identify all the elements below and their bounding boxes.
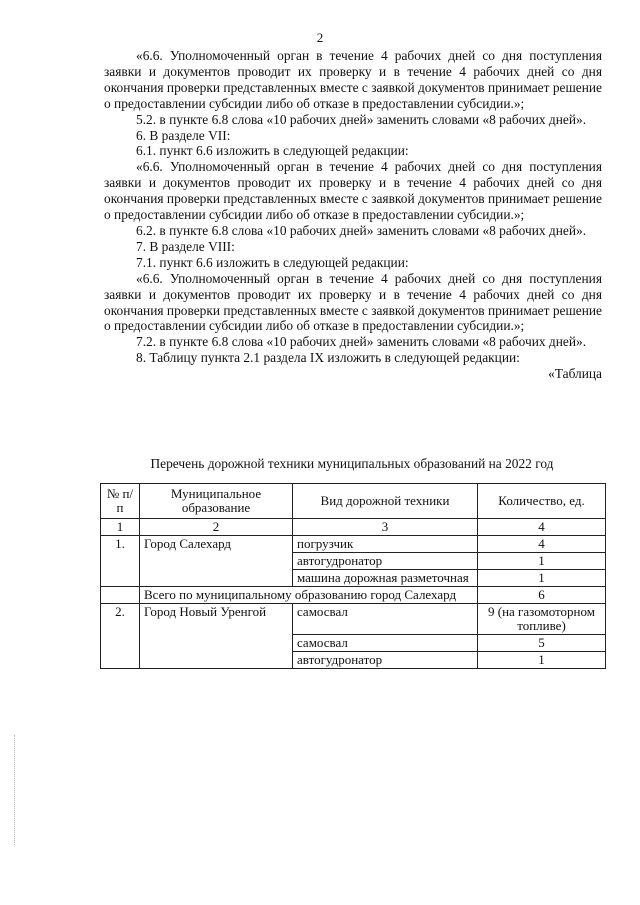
table-cell: 2 <box>140 519 293 536</box>
paragraph: 7.1. пункт 6.6 изложить в следующей редакции: <box>136 254 409 270</box>
table-cell: Город Салехард <box>140 536 293 587</box>
table-cell <box>101 587 140 604</box>
paragraph: 5.2. в пункте 6.8 слова «10 рабочих дней» заменить словами «8 рабочих дней». <box>136 111 587 127</box>
table-numbering-row <box>101 519 606 536</box>
paragraph: 6. В разделе VII: <box>136 127 231 143</box>
table-cell: 4 <box>478 519 606 536</box>
table-cell: автогудронатор <box>293 652 478 669</box>
table-label: «Таблица <box>548 366 602 382</box>
table-cell: 5 <box>478 635 606 652</box>
paragraph: 6.1. пункт 6.6 изложить в следующей редакции: <box>136 143 409 159</box>
paragraph: 7. В разделе VIII: <box>136 238 235 254</box>
paragraph: «6.6. Уполномоченный орган в течение 4 рабочих дней со дня поступления заявки и документов проводит их проверку и в течение 4 рабочих дней со дня окончания проверки представленных вместе с заявкой документов принимает решение о предоставлении субсидии либо об отказе в предоставлении субсидии.»; <box>104 48 602 111</box>
table-cell: самосвал <box>293 604 478 635</box>
table-cell: 1. <box>101 536 140 587</box>
table-row <box>101 536 606 553</box>
table-cell: Город Новый Уренгой <box>140 604 293 669</box>
table-header-row <box>101 484 606 519</box>
scan-artifact <box>14 735 17 845</box>
table-cell: самосвал <box>293 635 478 652</box>
header-cell: Муниципальное образование <box>140 484 293 519</box>
table-cell: 4 <box>478 536 606 553</box>
page-number: 2 <box>316 30 324 45</box>
table-row <box>101 604 606 635</box>
table-cell: 1 <box>478 652 606 669</box>
document-body <box>104 48 602 382</box>
header-cell: Количество, ед. <box>478 484 606 519</box>
table-cell: 2. <box>101 604 140 669</box>
paragraph: «6.6. Уполномоченный орган в течение 4 рабочих дней со дня поступления заявки и документов проводит их проверку и в течение 4 рабочих дней со дня окончания проверки представленных вместе с заявкой документов принимает решение о предоставлении субсидии либо об отказе в предоставлении субсидии.»; <box>104 270 602 334</box>
table-cell: 9 (на газомоторном топливе) <box>478 604 606 635</box>
paragraph: «6.6. Уполномоченный орган в течение 4 рабочих дней со дня поступления заявки и документов проводит их проверку и в течение 4 рабочих дней со дня окончания проверки представленных вместе с заявкой документов принимает решение о предоставлении субсидии либо об отказе в предоставлении субсидии.»; <box>104 159 602 223</box>
header-cell: № п/п <box>101 484 140 519</box>
table-title: Перечень дорожной техники муниципальных образований на 2022 год <box>150 456 554 471</box>
table-cell: 1 <box>478 570 606 587</box>
paragraph: 7.2. в пункте 6.8 слова «10 рабочих дней» заменить словами «8 рабочих дней». <box>136 334 587 350</box>
table-cell: 1 <box>101 519 140 536</box>
table-cell: машина дорожная разметочная <box>293 570 478 587</box>
table-total-row <box>101 587 606 604</box>
equipment-table <box>100 483 606 669</box>
paragraph: 8. Таблицу пункта 2.1 раздела IX изложить в следующей редакции: <box>136 350 520 366</box>
header-cell: Вид дорожной техники <box>293 484 478 519</box>
table-cell: 3 <box>293 519 478 536</box>
table-cell: автогудронатор <box>293 553 478 570</box>
paragraph: 6.2. в пункте 6.8 слова «10 рабочих дней» заменить словами «8 рабочих дней». <box>136 222 587 238</box>
table-cell: Всего по муниципальному образованию город Салехард <box>140 587 478 604</box>
table-cell: 6 <box>478 587 606 604</box>
table-cell: 1 <box>478 553 606 570</box>
table-cell: погрузчик <box>293 536 478 553</box>
